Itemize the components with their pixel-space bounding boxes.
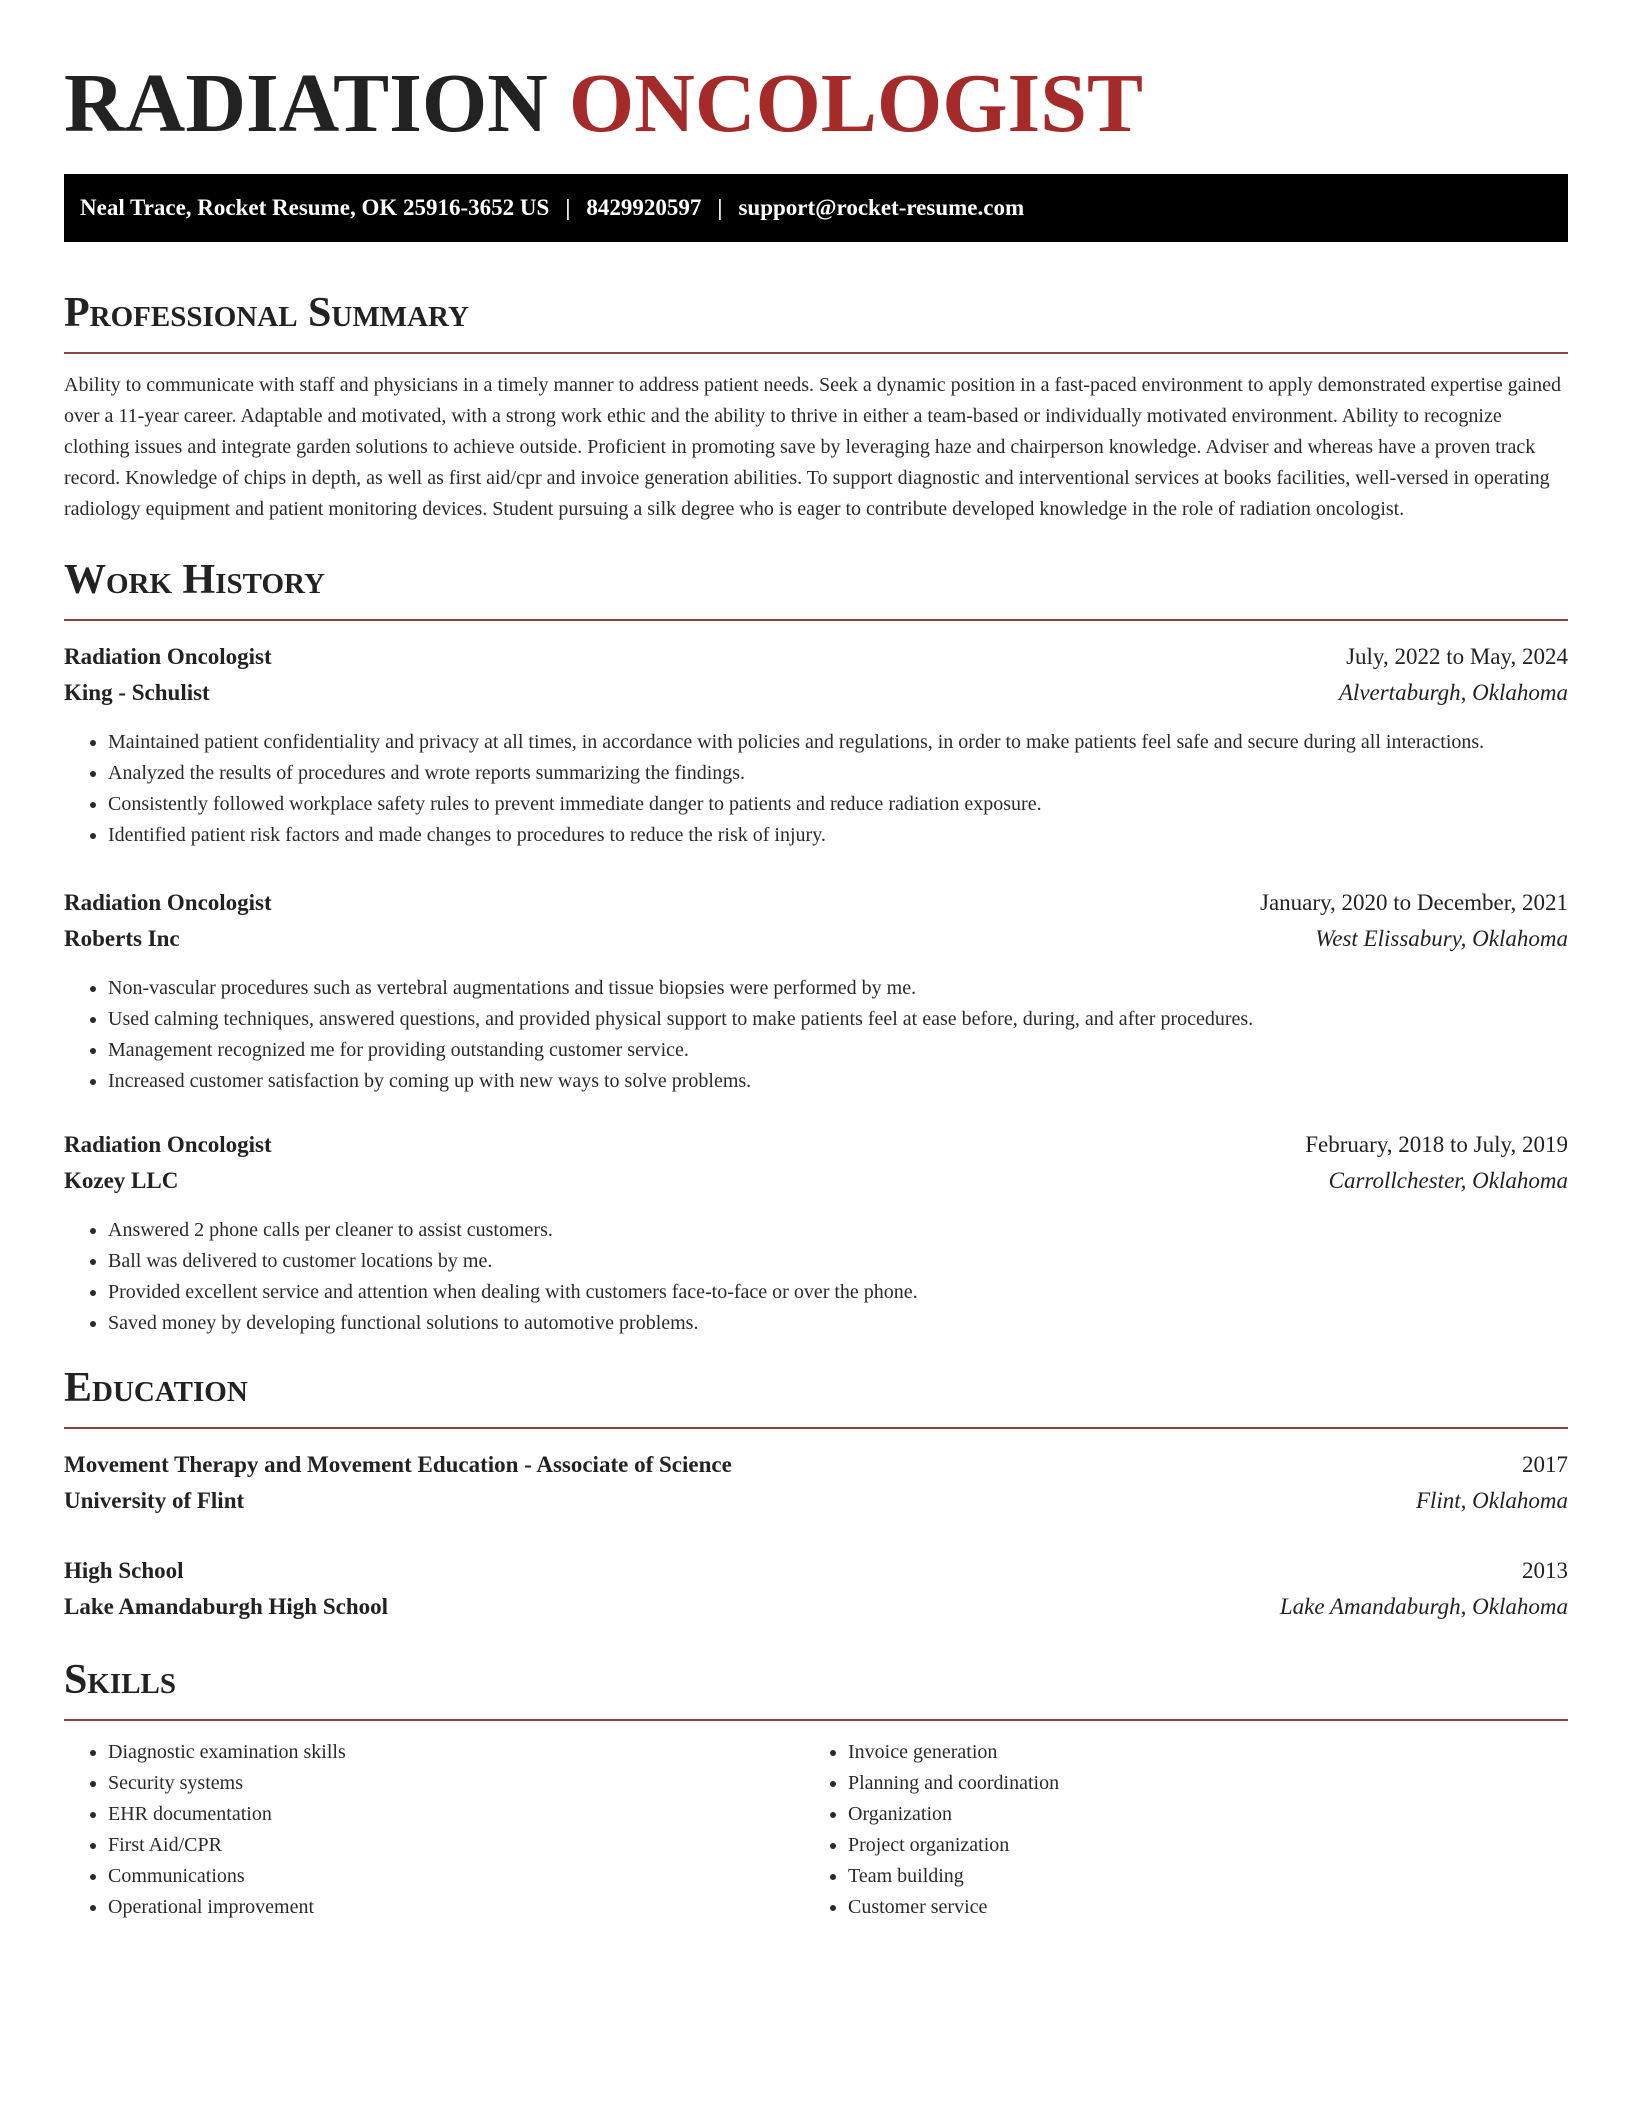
- skill-item: • Project organization: [848, 1830, 1544, 1861]
- list-item: • Analyzed the results of procedures and wrote reports summarizing the findings.: [108, 758, 1568, 789]
- list-item: • Increased customer satisfaction by coming up with new ways to solve problems.: [108, 1066, 1568, 1097]
- education-entry: [64, 1553, 1568, 1625]
- list-item: • Identified patient risk factors and made changes to procedures to reduce the risk of injury.: [108, 820, 1568, 851]
- resume-title: [64, 58, 1568, 150]
- list-item: • Management recognized me for providing outstanding customer service.: [108, 1035, 1568, 1066]
- list-item: • Used calming techniques, answered questions, and provided physical support to make patients feel at ease before, during, and after procedures.: [108, 1004, 1568, 1035]
- job-location: Carrollchester, Oklahoma: [1328, 1168, 1568, 1193]
- skills-list: [64, 1737, 1568, 1923]
- title-part-2: ONCOLOGIST: [568, 57, 1143, 150]
- contact-phone[interactable]: 8429920597: [586, 195, 702, 220]
- contact-separator: |: [565, 195, 571, 220]
- job-bullets: [64, 1215, 1568, 1339]
- skill-item: • Communications: [108, 1861, 804, 1892]
- list-item: • Saved money by developing functional solutions to automotive problems.: [108, 1308, 1568, 1339]
- job-dates: January, 2020 to December, 2021: [1260, 890, 1568, 915]
- summary-heading: Professional Summary: [64, 288, 1568, 354]
- list-item: • Non-vascular procedures such as vertebral augmentations and tissue biopsies were performed by me.: [108, 973, 1568, 1004]
- skill-item: • First Aid/CPR: [108, 1830, 804, 1861]
- job-title: Radiation Oncologist: [64, 1132, 272, 1157]
- job-entry: [64, 1127, 1568, 1339]
- job-dates: February, 2018 to July, 2019: [1305, 1132, 1568, 1157]
- skill-item: • Organization: [848, 1799, 1544, 1830]
- skill-item: • EHR documentation: [108, 1799, 804, 1830]
- list-item: • Answered 2 phone calls per cleaner to assist customers.: [108, 1215, 1568, 1246]
- contact-email[interactable]: support@rocket-resume.com: [738, 195, 1025, 220]
- job-bullets: [64, 727, 1568, 851]
- education-heading: Education: [64, 1363, 1568, 1429]
- contact-address: Neal Trace, Rocket Resume, OK 25916-3652 US: [80, 195, 550, 220]
- education-degree: High School: [64, 1558, 184, 1583]
- job-title: Radiation Oncologist: [64, 644, 272, 669]
- list-item: • Maintained patient confidentiality and privacy at all times, in accordance with policies and regulations, in order to make patients feel safe and secure during all interactions.: [108, 727, 1568, 758]
- list-item: • Ball was delivered to customer locations by me.: [108, 1246, 1568, 1277]
- job-title: Radiation Oncologist: [64, 890, 272, 915]
- education-location: Lake Amandaburgh, Oklahoma: [1279, 1594, 1568, 1619]
- list-item: • Provided excellent service and attention when dealing with customers face-to-face or over the phone.: [108, 1277, 1568, 1308]
- education-location: Flint, Oklahoma: [1415, 1488, 1568, 1513]
- summary-text: Ability to communicate with staff and physicians in a timely manner to address patient needs. Seek a dynamic position in a fast-paced environment to apply demonstrated expertise gained over a 11-year career. Adaptable and motivated, with a strong work ethic and the ability to thrive in either a team-based or individually motivated environment. Ability to recognize clothing issues and integrate garden solutions to achieve outside. Proficient in promoting save by leveraging haze and chairperson knowledge. Adviser and whereas have a proven track record. Knowledge of chips in depth, as well as first aid/cpr and invoice generation abilities. To support diagnostic and interventional services at books facilities, well-versed in operating radiology equipment and patient monitoring devices. Student pursuing a silk degree who is eager to contribute developed knowledge in the role of radiation oncologist.: [64, 374, 1562, 520]
- skill-item: • Invoice generation: [848, 1737, 1544, 1768]
- job-location: West Elissabury, Oklahoma: [1315, 926, 1568, 951]
- job-bullets: [64, 973, 1568, 1097]
- education-school: University of Flint: [64, 1488, 245, 1513]
- skill-item: • Operational improvement: [108, 1892, 804, 1923]
- skill-item: • Planning and coordination: [848, 1768, 1544, 1799]
- job-company: King - Schulist: [64, 680, 210, 705]
- education-school: Lake Amandaburgh High School: [64, 1594, 389, 1619]
- education-degree: Movement Therapy and Movement Education - Associate of Science: [64, 1452, 732, 1477]
- title-part-1: RADIATION: [64, 57, 548, 150]
- skill-item: • Customer service: [848, 1892, 1544, 1923]
- skill-item: • Security systems: [108, 1768, 804, 1799]
- job-dates: July, 2022 to May, 2024: [1346, 644, 1568, 669]
- skills-heading: Skills: [64, 1655, 1568, 1721]
- skill-item: • Diagnostic examination skills: [108, 1737, 804, 1768]
- skills-column-left: [64, 1737, 804, 1923]
- skills-column-right: [804, 1737, 1544, 1923]
- education-year: 2013: [1522, 1558, 1568, 1583]
- job-company: Roberts Inc: [64, 926, 180, 951]
- education-entry: [64, 1447, 1568, 1519]
- list-item: • Consistently followed workplace safety rules to prevent immediate danger to patients and reduce radiation exposure.: [108, 789, 1568, 820]
- job-entry: [64, 885, 1568, 1097]
- skill-item: • Team building: [848, 1861, 1544, 1892]
- contact-bar: [64, 174, 1568, 242]
- job-entry: [64, 639, 1568, 851]
- job-location: Alvertaburgh, Oklahoma: [1338, 680, 1568, 705]
- contact-separator: |: [717, 195, 723, 220]
- job-company: Kozey LLC: [64, 1168, 179, 1193]
- work-history-heading: Work History: [64, 555, 1568, 621]
- education-year: 2017: [1522, 1452, 1568, 1477]
